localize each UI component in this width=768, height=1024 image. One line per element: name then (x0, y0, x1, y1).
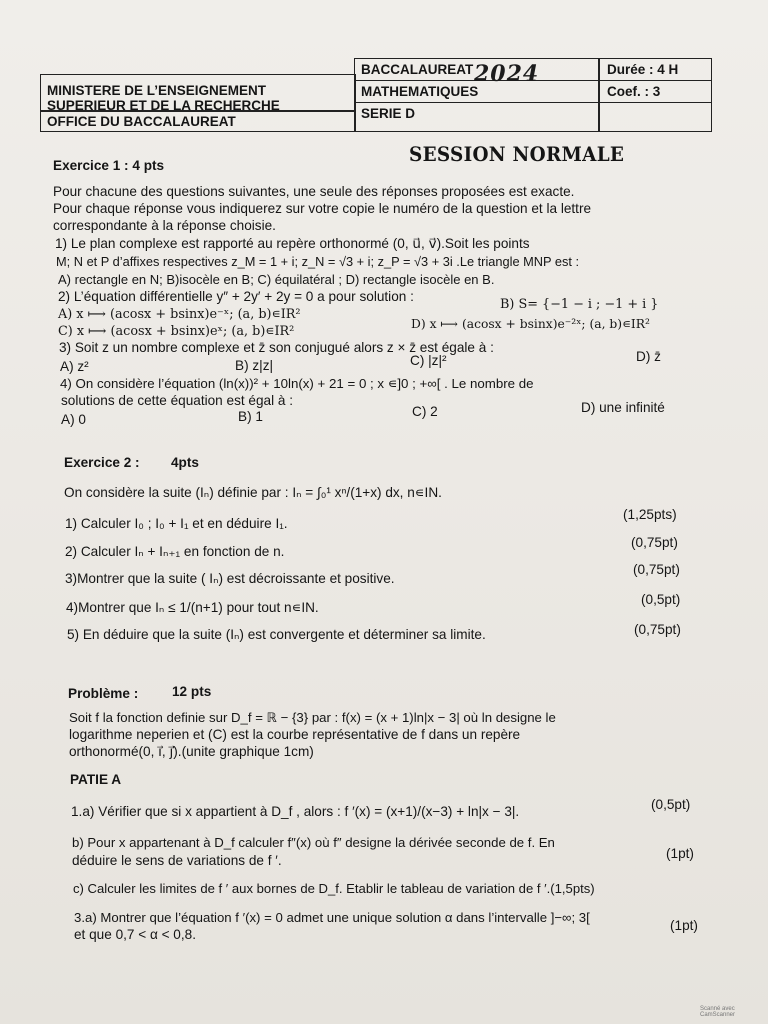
series-name: SERIE D (361, 106, 416, 121)
problem-q1c: c) Calculer les limites de f ′ aux bornes de D_f. Etablir le tableau de variation de f ′.(1,5pts) (73, 881, 595, 896)
problem-intro-2: logarithme neperien et (C) est la courbe représentative de f dans un repère (69, 727, 521, 742)
ex1-q3-option-a: A) z² (60, 359, 89, 374)
problem-q1b-points: (1pt) (666, 846, 694, 861)
problem-q1b-line1: b) Pour x appartenant à D_f calculer f″(x) où f″ designe la dérivée seconde de f. En (72, 835, 555, 850)
ex1-q1-line1: 1) Le plan complexe est rapporté au repère orthonormé (0, u⃗, v⃗).Soit les points (55, 236, 530, 251)
scanner-watermark: Scanné avec CamScanner (700, 1006, 736, 1018)
ex2-q2: 2) Calculer Iₙ + Iₙ₊₁ en fonction de n. (65, 544, 285, 559)
problem-title: Problème : (68, 686, 139, 701)
session-title: SESSION NORMALE (409, 142, 625, 166)
ex1-q4-option-c: C) 2 (412, 404, 438, 419)
ex2-q5-points: (0,75pt) (634, 622, 681, 637)
ex1-q4-option-b: B) 1 (238, 409, 263, 424)
ex2-q1-points: (1,25pts) (623, 507, 677, 522)
coefficient: Coef. : 3 (607, 84, 661, 99)
ministry-cell (40, 74, 356, 112)
ex1-intro-2: Pour chaque réponse vous indiquerez sur votre copie le numéro de la question et la lettre (53, 201, 592, 216)
ex1-q1-options: A) rectangle en N; B)isocèle en B; C) équilatéral ; D) rectangle isocèle en B. (58, 272, 495, 287)
duration-cell (598, 58, 712, 132)
ex1-q4-option-d: D) une infinité (581, 400, 665, 415)
problem-q3a-line2: et que 0,7 < α < 0,8. (74, 927, 196, 942)
problem-intro-3: orthonormé(0, i⃗, j⃗).(unite graphique 1cm) (69, 744, 314, 759)
ex1-q3-option-b: B) z|z| (235, 358, 274, 373)
ex1-q2-option-d: D) x ⟼ (acosx + bsinx)e⁻²ˣ; (a, b)∊IR² (411, 317, 650, 331)
ex2-q3: 3)Montrer que la suite ( Iₙ) est décroissante et positive. (65, 571, 395, 586)
ex2-q4: 4)Montrer que Iₙ ≤ 1/(n+1) pour tout n∊IN. (66, 600, 319, 615)
ex2-title: Exercice 2 : (64, 455, 140, 470)
problem-q1a: 1.a) Vérifier que si x appartient à D_f , alors : f ′(x) = (x+1)/(x−3) + ln|x − 3|. (71, 804, 520, 819)
ex2-points: 4pts (171, 455, 199, 470)
ex1-q2-option-b: B) S= {−1 − i ; −1 + i } (500, 297, 659, 312)
problem-q3a-line1: 3.a) Montrer que l’équation f ′(x) = 0 admet une unique solution α dans l’intervalle ]−∞; 3[ (74, 910, 590, 925)
problem-q3a-points: (1pt) (670, 918, 698, 933)
problem-points: 12 pts (172, 684, 212, 699)
ex2-q5: 5) En déduire que la suite (Iₙ) est convergente et déterminer sa limite. (67, 627, 486, 642)
handwritten-year: 2024 (474, 61, 540, 87)
exam-name: BACCALAUREAT (361, 62, 474, 77)
ministry-line-2: SUPERIEUR ET DE LA RECHERCHE (47, 98, 280, 113)
ex2-q4-points: (0,5pt) (641, 592, 681, 607)
part-a-title: PATIE A (70, 772, 122, 787)
ex1-intro-3: correspondante à la réponse choisie. (53, 218, 276, 233)
ex1-q2-line1: 2) L’équation différentielle y″ + 2y′ + 2y = 0 a pour solution : (58, 289, 414, 304)
ex2-q3-points: (0,75pt) (633, 562, 680, 577)
subject-name: MATHEMATIQUES (361, 84, 479, 99)
ex1-q2-option-c: C) x ⟼ (acosx + bsinx)eˣ; (a, b)∊IR² (58, 324, 295, 339)
ex1-q3-line1: 3) Soit z un nombre complexe et z̄ son conjugué alors z × z̄ est égale à : (59, 340, 494, 355)
ex2-q2-points: (0,75pt) (631, 535, 678, 550)
problem-intro-1: Soit f la fonction definie sur D_f = ℝ − {3} par : f(x) = (x + 1)ln|x − 3| où ln designe le (69, 710, 556, 725)
ex1-q4-line2: solutions de cette équation est égal à : (61, 393, 294, 408)
ex2-intro: On considère la suite (Iₙ) définie par : Iₙ = ∫₀¹ xⁿ/(1+x) dx, n∊IN. (64, 485, 442, 500)
ex1-q3-option-c: C) |z|² (410, 353, 447, 368)
ex1-q1-line2: M; N et P d’affixes respectives z_M = 1 + i; z_N = √3 + i; z_P = √3 + 3i .Le triangle MNP est : (56, 254, 580, 269)
ex1-q3-option-d: D) z̄ (636, 349, 661, 364)
ministry-line-1: MINISTERE DE L’ENSEIGNEMENT (47, 83, 267, 98)
header-table (40, 58, 712, 132)
problem-q1b-line2: déduire le sens de variations de f ′. (72, 853, 282, 868)
duration: Durée : 4 H (607, 62, 679, 77)
ex1-title: Exercice 1 : 4 pts (53, 158, 165, 173)
ex1-q4-line1: 4) On considère l’équation (ln(x))² + 10ln(x) + 21 = 0 ; x ∊]0 ; +∞[ . Le nombre de (60, 376, 534, 391)
office-cell: OFFICE DU BACCALAUREAT (40, 110, 356, 132)
ex1-q2-option-a: A) x ⟼ (acosx + bsinx)e⁻ˣ; (a, b)∊IR² (58, 307, 301, 322)
ex1-intro-1: Pour chacune des questions suivantes, une seule des réponses proposées est exacte. (53, 184, 575, 199)
ex1-q4-option-a: A) 0 (61, 412, 86, 427)
problem-q1a-points: (0,5pt) (651, 797, 691, 812)
ex2-q1: 1) Calculer I₀ ; I₀ + I₁ et en déduire I₁. (65, 516, 288, 531)
